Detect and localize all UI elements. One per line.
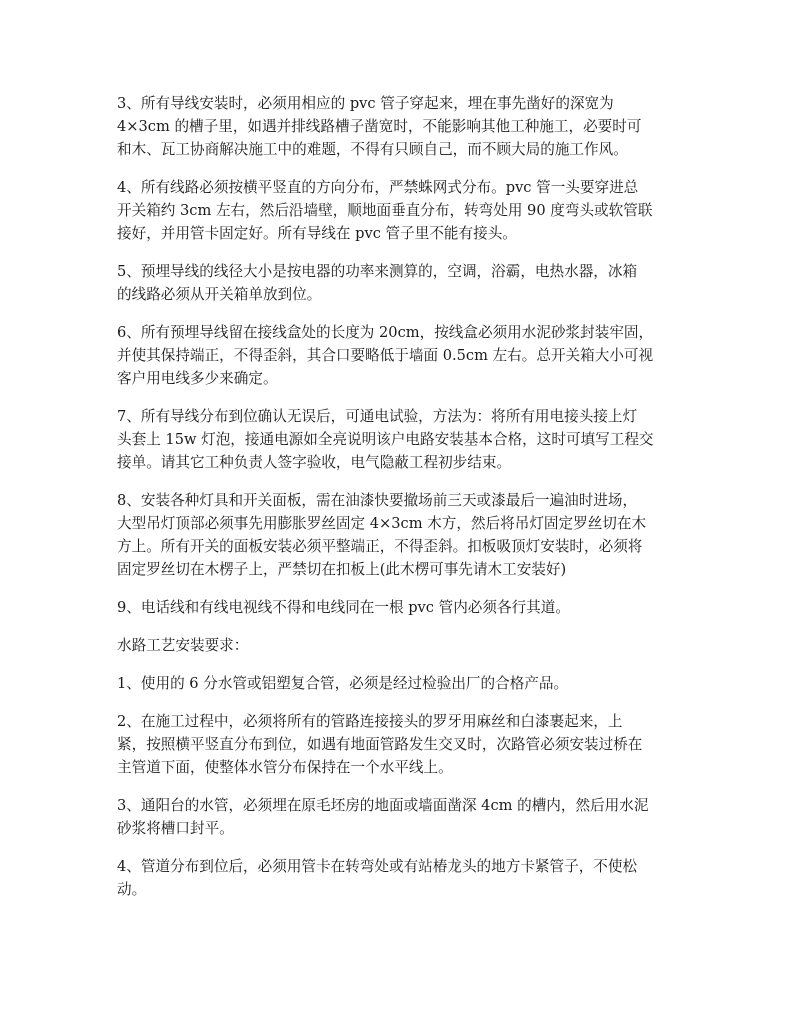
text-line: 水路工艺安装要求：	[117, 637, 249, 654]
paragraph	[117, 634, 686, 657]
paragraph	[117, 321, 686, 390]
text-line: 1、使用的 6 分水管或铝塑复合管，必须是经过检验出厂的合格产品。	[117, 675, 569, 692]
text-line: 6、所有预埋导线留在接线盒处的长度为 20cm，按线盒必须用水泥砂浆封装牢固，	[117, 324, 654, 341]
paragraph	[117, 176, 686, 245]
paragraph	[117, 92, 686, 161]
text-line: 4、所有线路必须按横平竖直的方向分布，严禁蛛网式分布。pvc 管一头要穿进总	[117, 179, 639, 196]
paragraph	[117, 855, 686, 901]
paragraph	[117, 405, 686, 474]
text-line: 动。	[117, 881, 147, 898]
text-line: 客户用电线多少来确定。	[117, 370, 278, 387]
text-line: 5、预埋导线的线径大小是按电器的功率来测算的，空调，浴霸，电热水器，冰箱	[117, 263, 638, 280]
text-line: 接单。请其它工种负责人签字验收，电气隐蔽工程初步结束。	[117, 454, 512, 471]
text-line: 8、安装各种灯具和开关面板，需在油漆快要撤场前三天或漆最后一遍油时进场，	[117, 492, 638, 509]
text-line: 大型吊灯顶部必须事先用膨胀罗丝固定 4×3cm 木方，然后将吊灯固定罗丝切在木	[117, 515, 647, 532]
paragraph	[117, 672, 686, 695]
text-line: 2、在施工过程中，必须将所有的管路连接接头的罗牙用麻丝和白漆裹起来，上	[117, 713, 623, 730]
text-line: 的线路必须从开关箱单放到位。	[117, 286, 322, 303]
text-line: 接好，并用管卡固定好。所有导线在 pvc 管子里不能有接头。	[117, 225, 517, 242]
text-line: 主管道下面，使整体水管分布保持在一个水平线上。	[117, 759, 453, 776]
paragraph	[117, 794, 686, 840]
paragraph	[117, 489, 686, 581]
text-line: 9、电话线和有线电视线不得和电线同在一根 pvc 管内必须各行其道。	[117, 599, 570, 616]
paragraph	[117, 596, 686, 619]
text-line: 3、所有导线安装时，必须用相应的 pvc 管子穿起来，埋在事先凿好的深宽为	[117, 95, 614, 112]
text-line: 和木、瓦工协商解决施工中的难题，不得有只顾自己，而不顾大局的施工作风。	[117, 141, 628, 158]
paragraph	[117, 710, 686, 779]
text-line: 并使其保持端正，不得歪斜，其合口要略低于墙面 0.5cm 左右。总开关箱大小可视	[117, 347, 654, 364]
text-line: 开关箱约 3cm 左右，然后沿墙壁，顺地面垂直分布，转弯处用 90 度弯头或软管联	[117, 202, 653, 219]
text-line: 方上。所有开关的面板安装必须平整端正，不得歪斜。扣板吸顶灯安装时，必须将	[117, 538, 643, 555]
text-line: 7、所有导线分布到位确认无误后，可通电试验，方法为：将所有用电接头接上灯	[117, 408, 638, 425]
text-line: 4、管道分布到位后，必须用管卡在转弯处或有站椿龙头的地方卡紧管子，不使松	[117, 858, 638, 875]
text-line: 紧，按照横平竖直分布到位，如遇有地面管路发生交叉时，次路管必须安装过桥在	[117, 736, 643, 753]
text-line: 头套上 15w 灯泡，接通电源如全亮说明该户电路安装基本合格，这时可填写工程交	[117, 431, 654, 448]
paragraph	[117, 260, 686, 306]
text-line: 3、通阳台的水管，必须埋在原毛坯房的地面或墙面凿深 4cm 的槽内，然后用水泥	[117, 797, 649, 814]
text-line: 固定罗丝切在木楞子上，严禁切在扣板上(此木楞可事先请木工安装好)	[117, 561, 567, 578]
text-line: 砂浆将槽口封平。	[117, 820, 234, 837]
text-line: 4×3cm 的槽子里，如遇并排线路槽子凿宽时，不能影响其他工种施工，必要时可	[117, 118, 642, 135]
document-body	[117, 92, 686, 901]
